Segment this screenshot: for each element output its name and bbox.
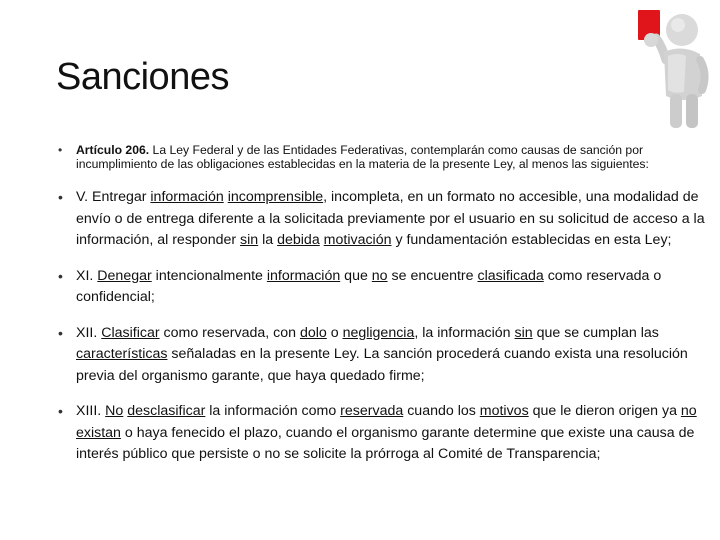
- person-holding-red-card-icon: [618, 0, 714, 132]
- bullet-text: o haya fenecido el plazo, cuando el organismo garante determine que existe una causa de interés público que persiste o no se solicite la prórroga al Comité de Transparencia;: [76, 424, 695, 462]
- bullet-dot: •: [58, 324, 63, 341]
- bullet-dot: •: [58, 403, 63, 419]
- bullet-text: V. Entregar: [76, 189, 151, 205]
- underlined-term: debida: [277, 232, 320, 248]
- bullet-fraccion-v: [56, 187, 708, 252]
- bullet-text: la: [258, 232, 278, 248]
- underlined-term: características: [76, 346, 168, 362]
- bullet-text: XI.: [76, 267, 98, 284]
- bullet-text: que: [340, 267, 372, 284]
- underlined-term: no: [371, 267, 388, 284]
- underlined-term: dolo: [299, 324, 327, 341]
- article-label: Artículo 206.: [76, 143, 150, 157]
- underlined-term: desclasificar: [127, 403, 206, 419]
- underlined-term: información: [150, 189, 224, 205]
- bullet-text: se encuentre: [387, 267, 478, 284]
- bullet-text: , la información: [414, 324, 515, 341]
- underlined-term: clasificada: [477, 267, 544, 284]
- bullet-list: [56, 144, 708, 480]
- underlined-term: Clasificar: [101, 324, 160, 341]
- underlined-term: Denegar: [97, 267, 152, 284]
- bullet-text: como reservada, con: [159, 324, 300, 341]
- bullet-text: señaladas en la presente Ley. La sanción procederá cuando exista una resolución previa del organismo garante, que haya quedado firme;: [76, 346, 688, 384]
- bullet-text: XIII.: [76, 403, 106, 419]
- bullet-dot: •: [58, 143, 63, 157]
- underlined-term: motivos: [479, 403, 529, 419]
- bullet-dot: •: [58, 267, 63, 284]
- underlined-term: negligencia: [342, 324, 415, 341]
- slide-title: Sanciones: [56, 56, 229, 98]
- bullet-text: XII.: [76, 324, 102, 341]
- underlined-term: no: [680, 403, 697, 419]
- bullet-text: La Ley Federal y de las Entidades Federativas, contemplarán como causas de sanción por incumplimiento de las obligaciones establecidas en la materia de la presente Ley, al menos las siguientes:: [76, 143, 649, 171]
- underlined-term: motivación: [323, 232, 392, 248]
- underlined-term: existan: [76, 424, 121, 441]
- underlined-term: No: [105, 403, 124, 419]
- underlined-term: sin: [240, 232, 259, 248]
- bullet-text: y fundamentación establecidas en esta Ley;: [391, 232, 672, 248]
- bullet-text: cuando los: [403, 403, 480, 419]
- bullet-article-206: [56, 144, 708, 171]
- underlined-term: sin: [514, 324, 533, 341]
- bullet-text: o: [326, 324, 343, 341]
- bullet-text: , incompleta, en un formato no accesible, una modalidad de envío o de entrega diferente a la solicitada previamente por el usuario en su solicitud de acceso a la información, al responder: [76, 189, 705, 248]
- bullet-fraccion-xii: [56, 323, 708, 388]
- bullet-text: que se cumplan las: [532, 324, 659, 341]
- underlined-term: incomprensible: [227, 189, 324, 205]
- bullet-fraccion-xiii: [56, 401, 708, 466]
- bullet-text: la información como: [205, 403, 341, 419]
- bullet-text: que le dieron origen ya: [528, 403, 681, 419]
- bullet-dot: •: [58, 189, 63, 205]
- underlined-term: reservada: [340, 403, 404, 419]
- bullet-text: como reservada o confidencial;: [76, 267, 662, 305]
- bullet-text: intencionalmente: [151, 267, 267, 284]
- bullet-fraccion-xi: [56, 266, 708, 309]
- underlined-term: información: [266, 267, 341, 284]
